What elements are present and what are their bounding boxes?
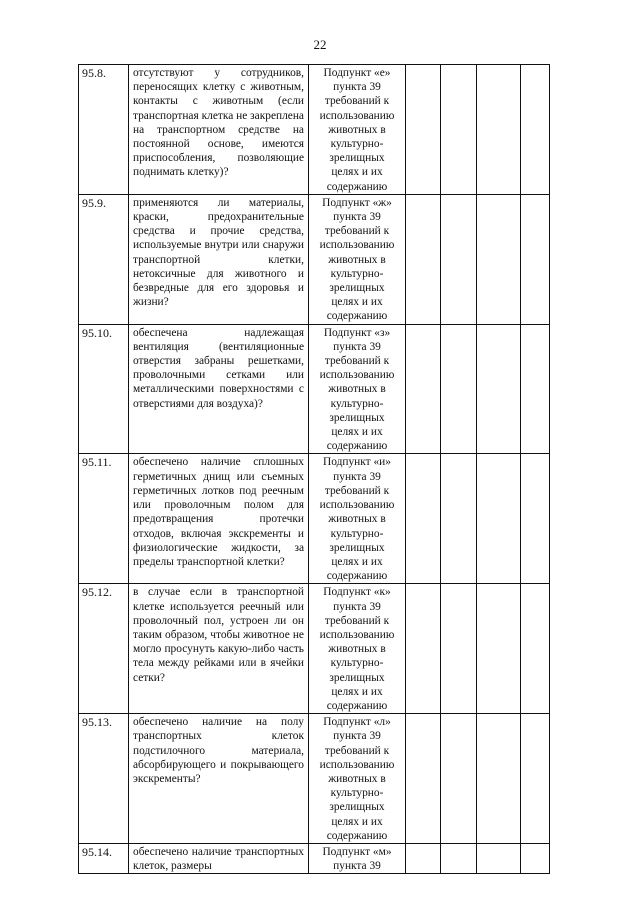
empty-cell: [441, 454, 477, 584]
ref-line: содержанию: [326, 699, 388, 712]
ref-line: культурно-: [330, 397, 384, 410]
ref-line: культурно-: [330, 657, 384, 670]
requirement-reference: [309, 324, 406, 454]
empty-cell: [406, 194, 441, 324]
empty-cell: [406, 454, 441, 584]
question-text: отсутствуют у сотрудников, переносящих клетку с животным, контакты с животным (если транспортная клетка не закреплена на транспортном средстве на постоянной основе, имеются приспособления, позволяющие поднимать клетку)?: [129, 65, 309, 195]
empty-cell: [441, 843, 477, 873]
empty-cell: [477, 65, 521, 195]
item-number: 95.14.: [79, 843, 129, 873]
ref-line: Подпункт «л»: [323, 716, 391, 729]
checklist-table: [78, 64, 550, 874]
empty-cell: [406, 324, 441, 454]
ref-line: животных в: [328, 643, 386, 656]
ref-line: использованию: [319, 109, 395, 122]
empty-cell: [441, 584, 477, 714]
ref-line: культурно-: [330, 138, 384, 151]
ref-line: пункта 39: [333, 211, 381, 224]
ref-line: культурно-: [330, 787, 384, 800]
ref-line: пункта 39: [333, 600, 381, 613]
empty-cell: [521, 194, 550, 324]
empty-cell: [441, 714, 477, 844]
ref-line: животных в: [328, 772, 386, 785]
ref-line: животных в: [328, 253, 386, 266]
ref-line: пункта 39: [333, 470, 381, 483]
ref-line: Подпункт «м»: [322, 845, 392, 858]
table-row: [79, 843, 550, 873]
ref-line: содержанию: [326, 310, 388, 323]
question-text: в случае если в транспортной клетке используется реечный или проволочный пол, устроен ли он таким образом, чтобы животное не могло просунуть какую-либо часть тела между рейками или в ячейки сетки?: [129, 584, 309, 714]
ref-line: содержанию: [326, 180, 388, 193]
requirement-reference: [309, 714, 406, 844]
ref-line: пункта 39: [333, 81, 381, 94]
empty-cell: [521, 584, 550, 714]
ref-line: животных в: [328, 123, 386, 136]
ref-line: использованию: [319, 499, 395, 512]
requirement-reference: [309, 843, 406, 873]
page-number: 22: [313, 37, 327, 52]
ref-line: содержанию: [326, 829, 388, 842]
ref-line: содержанию: [326, 570, 388, 583]
empty-cell: [441, 65, 477, 195]
ref-line: животных в: [328, 383, 386, 396]
empty-cell: [406, 843, 441, 873]
table-row: [79, 324, 550, 454]
ref-line: зрелищных: [329, 411, 385, 424]
checklist-rows: [79, 65, 550, 874]
table-row: [79, 194, 550, 324]
ref-line: целях и их: [331, 426, 383, 439]
table-row: [79, 714, 550, 844]
ref-line: целях и их: [331, 555, 383, 568]
ref-line: требований к: [324, 744, 390, 757]
item-number: 95.11.: [79, 454, 129, 584]
requirement-reference: [309, 194, 406, 324]
ref-line: зрелищных: [329, 152, 385, 165]
ref-line: зрелищных: [329, 671, 385, 684]
ref-line: целях и их: [331, 685, 383, 698]
item-number: 95.8.: [79, 65, 129, 195]
question-text: обеспечена надлежащая вентиляция (вентиляционные отверстия забраны решетками, проволочными сетками или металлическими поверхностями с отверстиями для воздуха)?: [129, 324, 309, 454]
ref-line: культурно-: [330, 527, 384, 540]
empty-cell: [406, 714, 441, 844]
table-row: [79, 454, 550, 584]
empty-cell: [406, 584, 441, 714]
ref-line: Подпункт «к»: [323, 586, 391, 599]
empty-cell: [521, 324, 550, 454]
item-number: 95.10.: [79, 324, 129, 454]
table-row: [79, 65, 550, 195]
ref-line: культурно-: [330, 267, 384, 280]
empty-cell: [477, 194, 521, 324]
item-number: 95.13.: [79, 714, 129, 844]
ref-line: требований к: [324, 95, 390, 108]
empty-cell: [477, 584, 521, 714]
empty-cell: [477, 454, 521, 584]
table-row: [79, 584, 550, 714]
ref-line: содержанию: [326, 440, 388, 453]
empty-cell: [406, 65, 441, 195]
ref-line: Подпункт «е»: [323, 67, 391, 79]
ref-line: Подпункт «ж»: [322, 196, 392, 209]
ref-line: целях и их: [331, 296, 383, 309]
ref-line: пункта 39: [333, 730, 381, 743]
ref-line: использованию: [319, 628, 395, 641]
ref-line: Подпункт «з»: [323, 326, 391, 339]
ref-line: зрелищных: [329, 282, 385, 295]
ref-line: зрелищных: [329, 801, 385, 814]
ref-line: целях и их: [331, 166, 383, 179]
question-text: обеспечено наличие сплошных герметичных днищ или съемных герметичных лотков под реечным или проволочным полом для предотвращения протечки отходов, включая экскременты и физиологические жидкости, за пределы транспортной клетки?: [129, 454, 309, 584]
item-number: 95.9.: [79, 194, 129, 324]
ref-line: требований к: [324, 484, 390, 497]
ref-line: пункта 39: [333, 340, 381, 353]
question-text: применяются ли материалы, краски, предохранительные средства и прочие средства, используемые внутри или снаружи транспортной клетки, нетоксичные для животного и безвредные для его здоровья и жизни?: [129, 194, 309, 324]
ref-line: использованию: [319, 758, 395, 771]
empty-cell: [441, 194, 477, 324]
requirement-reference: [309, 65, 406, 195]
empty-cell: [477, 324, 521, 454]
ref-line: целях и их: [331, 815, 383, 828]
item-number: 95.12.: [79, 584, 129, 714]
ref-line: использованию: [319, 239, 395, 252]
question-text: обеспечено наличие транспортных клеток, размеры: [129, 843, 309, 873]
ref-line: животных в: [328, 513, 386, 526]
ref-line: использованию: [319, 369, 395, 382]
empty-cell: [441, 324, 477, 454]
empty-cell: [521, 454, 550, 584]
empty-cell: [477, 714, 521, 844]
empty-cell: [477, 843, 521, 873]
requirement-reference: [309, 584, 406, 714]
empty-cell: [521, 843, 550, 873]
ref-line: требований к: [324, 355, 390, 368]
ref-line: пункта 39: [333, 860, 381, 873]
ref-line: требований к: [324, 614, 390, 627]
empty-cell: [521, 65, 550, 195]
question-text: обеспечено наличие на полу транспортных клеток подстилочного материала, абсорбирующего и покрывающего экскременты?: [129, 714, 309, 844]
ref-line: зрелищных: [329, 541, 385, 554]
requirement-reference: [309, 454, 406, 584]
ref-line: Подпункт «и»: [323, 456, 391, 469]
ref-line: требований к: [324, 225, 390, 238]
empty-cell: [521, 714, 550, 844]
